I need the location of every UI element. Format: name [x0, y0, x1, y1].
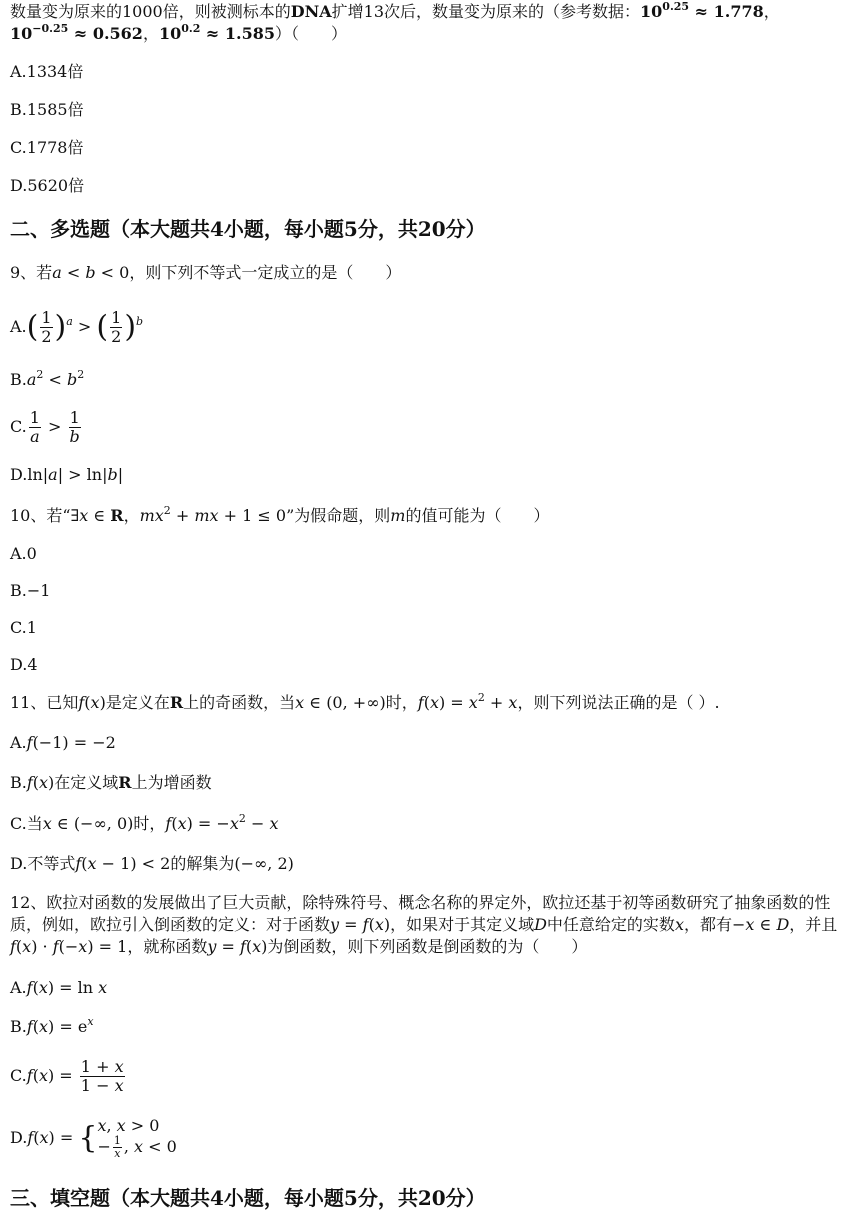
q10-stem: 10、若“∃x ∈ R，$mx^2$ + mx + 1 ≤ 0”为假命题，则m的值可能为（ ）	[10, 504, 550, 525]
q12-option-c: C.f(x) = $\frac{1 + x}{1 - x}$	[10, 1057, 124, 1095]
q10-option-b: B.−1	[10, 581, 51, 600]
q12-option-d: D.f(x) = { x, x > 0 − $\frac{1}{x}$ , x < 0	[10, 1116, 177, 1160]
section-3-heading: 三、填空题（本大题共4小题，每小题5分，共20分）	[10, 1186, 486, 1210]
q8-stem-line1: 数量变为原来的1000倍，则被测标本的DNA扩增13次后，数量变为原来的（参考数据：$10^{0.25} \approx 1.778$，	[10, 0, 780, 21]
q10-option-a: A.0	[10, 544, 37, 563]
q8-stem-line2: $10^{-0.25} \approx 0.562$，$10^{0.2} \approx 1.585$）（ ）	[10, 22, 348, 43]
q11-option-d: D.不等式f(x − 1) < 2的解集为(−∞, 2)	[10, 854, 294, 873]
q9-option-a: A.( $\frac{1}{2}$ )$^a$ > ( $\frac{1}{2}$ )$^b$	[10, 308, 144, 346]
q8-option-a: A.1334倍	[10, 62, 84, 81]
q11-option-b: B.f(x)在定义域R上为增函数	[10, 773, 212, 792]
q9-option-c: C. $\frac{1}{a}$ > $\frac{1}{b}$	[10, 408, 80, 446]
q8-option-c: C.1778倍	[10, 138, 84, 157]
q11-option-a: A.f(−1) = −2	[10, 733, 116, 752]
q9-option-d: D.ln|a| > ln|b|	[10, 465, 124, 484]
q9-option-b: $B.a^2 < b^2$	[10, 368, 85, 389]
q12-option-a: A.f(x) = ln x	[10, 978, 108, 997]
q11-stem: 11、已知f(x)是定义在R上的奇函数，当x ∈ (0, +∞)时，$f(x) = x^2 + x$，则下列说法正确的是（ ）.	[10, 691, 720, 712]
q10-option-c: C.1	[10, 618, 37, 637]
q11-option-c: C.当x ∈ (−∞, 0)时，$f(x) = -x^2 - x$	[10, 812, 279, 833]
q8-option-b: B.1585倍	[10, 100, 84, 119]
section-2-heading: 二、多选题（本大题共4小题，每小题5分，共20分）	[10, 217, 486, 241]
q12-stem: 12、欧拉对函数的发展做出了巨大贡献，除特殊符号、概念名称的界定外，欧拉还基于初等函数研究了抽象函数的性质，例如，欧拉引入倒函数的定义：对于函数y = f(x)，如果对于其定义域D中任意给定的实数x，都有−x ∈ D，并且f(x) · f(−x) = 1，就称函数y = f(x)为倒函数，则下列函数是倒函数的为（ ）	[10, 893, 838, 956]
q8-option-d: D.5620倍	[10, 176, 85, 195]
q10-option-d: D.4	[10, 655, 38, 674]
q12-option-b: $B.f(x) = e^x$	[10, 1015, 94, 1036]
q9-stem: 9、若a < b < 0，则下列不等式一定成立的是（ ）	[10, 263, 402, 282]
